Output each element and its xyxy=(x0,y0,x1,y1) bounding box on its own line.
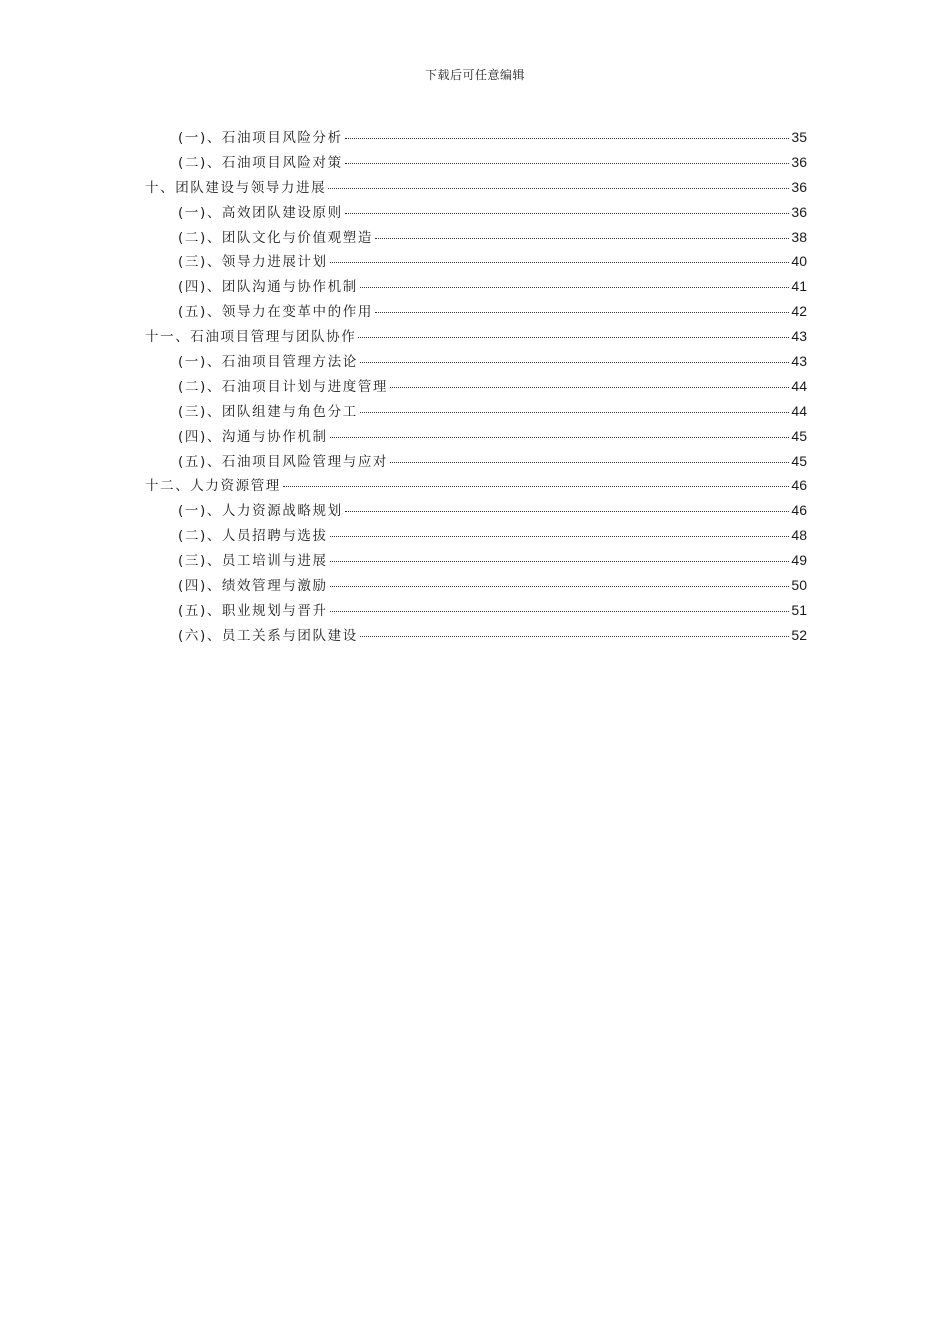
toc-dot-leader xyxy=(390,387,789,388)
toc-page-number: 44 xyxy=(791,377,807,394)
toc-dot-leader xyxy=(328,188,789,189)
toc-dot-leader xyxy=(345,511,790,512)
toc-page-number: 52 xyxy=(791,626,807,643)
toc-section-entry[interactable] xyxy=(145,300,807,325)
toc-dot-leader xyxy=(330,561,790,562)
toc-section-entry[interactable] xyxy=(145,151,807,176)
toc-page-number: 36 xyxy=(791,153,807,170)
toc-entry-label: (五)、领导力在变革中的作用 xyxy=(178,304,373,321)
toc-section-entry[interactable] xyxy=(145,375,807,400)
table-of-contents xyxy=(145,126,807,649)
toc-section-entry[interactable] xyxy=(145,425,807,450)
toc-chapter-entry[interactable] xyxy=(145,474,807,499)
toc-entry-label: (五)、职业规划与晋升 xyxy=(178,602,328,619)
toc-page-number: 45 xyxy=(791,452,807,469)
toc-page-number: 49 xyxy=(791,552,807,569)
toc-page-number: 35 xyxy=(791,129,807,145)
toc-dot-leader xyxy=(360,362,790,363)
toc-entry-label: (五)、石油项目风险管理与应对 xyxy=(178,453,389,470)
toc-page-number: 36 xyxy=(791,178,807,195)
toc-entry-label: (二)、团队文化与价值观塑造 xyxy=(178,229,373,246)
toc-dot-leader xyxy=(390,462,789,463)
toc-chapter-entry[interactable] xyxy=(145,176,807,201)
toc-dot-leader xyxy=(345,163,790,164)
toc-entry-label: (一)、人力资源战略规划 xyxy=(178,503,343,520)
toc-page-number: 43 xyxy=(791,353,807,370)
toc-entry-label: (一)、高效团队建设原则 xyxy=(178,204,343,221)
toc-page-number: 46 xyxy=(791,477,807,494)
toc-page-number: 40 xyxy=(791,253,807,270)
toc-dot-leader xyxy=(360,287,790,288)
toc-page-number: 51 xyxy=(791,601,807,618)
toc-dot-leader xyxy=(283,486,790,487)
toc-entry-label: (四)、绩效管理与激励 xyxy=(178,578,328,595)
toc-entry-label: (四)、团队沟通与协作机制 xyxy=(178,279,358,296)
toc-dot-leader xyxy=(375,312,789,313)
toc-page-number: 43 xyxy=(791,328,807,345)
toc-dot-leader xyxy=(345,138,790,139)
toc-section-entry[interactable] xyxy=(145,624,807,649)
toc-entry-label: (三)、员工培训与进展 xyxy=(178,553,328,570)
toc-entry-label: (三)、领导力进展计划 xyxy=(178,254,328,271)
page-header: 下载后可任意编辑 xyxy=(424,68,525,82)
toc-entry-label: 十一、石油项目管理与团队协作 xyxy=(145,329,357,346)
toc-page-number: 41 xyxy=(791,278,807,295)
toc-section-entry[interactable] xyxy=(145,350,807,375)
toc-page-number: 48 xyxy=(791,527,807,544)
toc-section-entry[interactable] xyxy=(145,275,807,300)
toc-section-entry[interactable] xyxy=(145,549,807,574)
toc-section-entry[interactable] xyxy=(145,126,807,151)
toc-dot-leader xyxy=(358,337,789,338)
toc-dot-leader xyxy=(330,536,790,537)
toc-dot-leader xyxy=(330,437,790,438)
toc-entry-label: (六)、员工关系与团队建设 xyxy=(178,627,358,644)
toc-section-entry[interactable] xyxy=(145,599,807,624)
toc-page-number: 50 xyxy=(791,577,807,594)
toc-section-entry[interactable] xyxy=(145,400,807,425)
toc-entry-label: (二)、石油项目风险对策 xyxy=(178,154,343,171)
toc-section-entry[interactable] xyxy=(145,499,807,524)
toc-dot-leader xyxy=(330,611,790,612)
toc-page-number: 38 xyxy=(791,228,807,245)
toc-page-number: 44 xyxy=(791,402,807,419)
toc-page-number: 45 xyxy=(791,427,807,444)
toc-page-number: 42 xyxy=(791,303,807,320)
toc-entry-label: 十二、人力资源管理 xyxy=(145,478,281,495)
toc-dot-leader xyxy=(375,238,789,239)
toc-page-number: 36 xyxy=(791,203,807,220)
toc-page-number: 46 xyxy=(791,502,807,519)
toc-section-entry[interactable] xyxy=(145,201,807,226)
toc-entry-label: (二)、石油项目计划与进度管理 xyxy=(178,378,389,395)
toc-dot-leader xyxy=(345,213,790,214)
toc-entry-label: (三)、团队组建与角色分工 xyxy=(178,403,358,420)
toc-section-entry[interactable] xyxy=(145,450,807,475)
toc-entry-label: (四)、沟通与协作机制 xyxy=(178,428,328,445)
toc-section-entry[interactable] xyxy=(145,250,807,275)
toc-entry-label: (二)、人员招聘与选拔 xyxy=(178,528,328,545)
toc-section-entry[interactable] xyxy=(145,226,807,251)
toc-entry-label: (一)、石油项目风险分析 xyxy=(178,130,343,146)
toc-dot-leader xyxy=(360,636,790,637)
toc-section-entry[interactable] xyxy=(145,574,807,599)
toc-chapter-entry[interactable] xyxy=(145,325,807,350)
toc-entry-label: 十、团队建设与领导力进展 xyxy=(145,179,327,196)
toc-entry-label: (一)、石油项目管理方法论 xyxy=(178,354,358,371)
toc-dot-leader xyxy=(330,586,790,587)
toc-section-entry[interactable] xyxy=(145,524,807,549)
toc-dot-leader xyxy=(360,412,790,413)
toc-dot-leader xyxy=(330,262,790,263)
